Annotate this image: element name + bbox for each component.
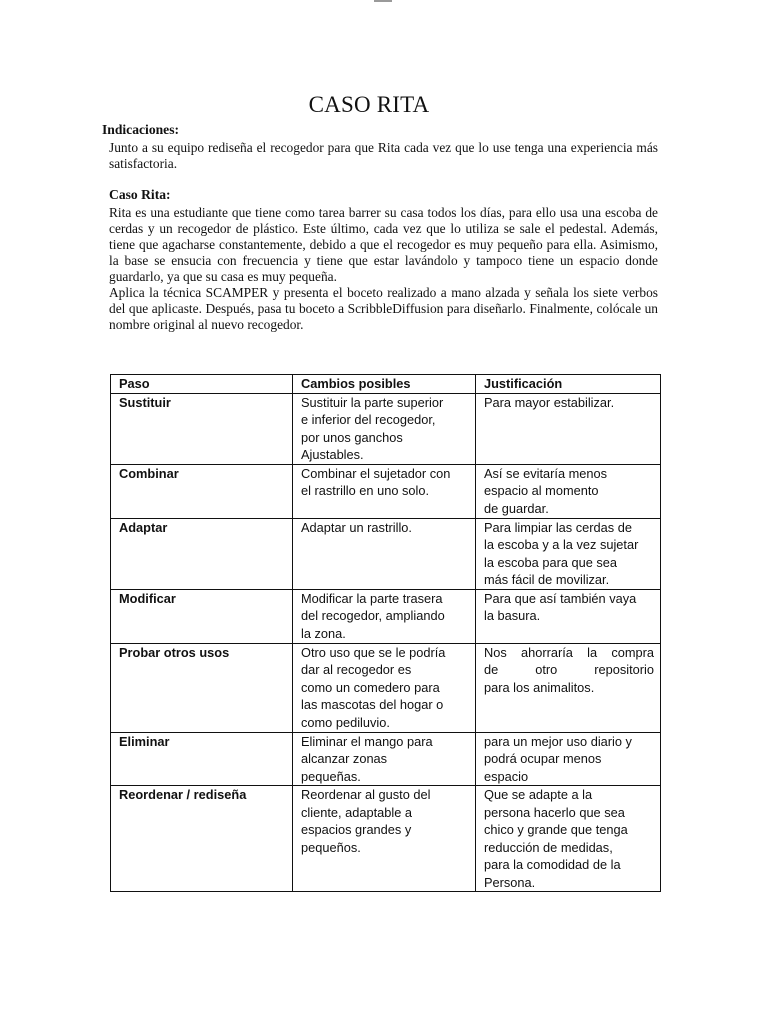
justificacion-line: Nos ahorraría la compra — [484, 644, 654, 660]
justificacion-line: más fácil de movilizar. — [484, 572, 610, 587]
page-top-mark — [374, 0, 392, 2]
header-paso: Paso — [111, 375, 293, 394]
justificacion-line: espacio al momento — [484, 483, 599, 498]
cambios-line: Combinar el sujetador con — [301, 465, 451, 481]
justificacion-cell — [476, 732, 661, 786]
cambios-cell — [293, 589, 476, 643]
justificacion-line: reducción de medidas, — [484, 839, 613, 855]
justificacion-line: la escoba y a la vez sujetar — [484, 537, 639, 552]
paso-cell: Adaptar — [111, 518, 293, 589]
justificacion-line: la escoba para que sea — [484, 554, 618, 570]
case-paragraph-1: Rita es una estudiante que tiene como tarea barrer su casa todos los días, para ello usa una escoba de cerdas y un recogedor de plástico. Este último, cada vez que lo utiliza se sale el pedestal. Además, tiene que agacharse constantemente, debido a que el recogedor es muy pequeño para ella. Asimismo, la base se ensucia con frecuencia y tiene que estar lavándolo y tampoco tiene un espacio donde guardarlo, ya que su casa es muy pequeña. — [109, 205, 658, 284]
instructions-text — [109, 140, 658, 172]
table-row — [111, 518, 661, 589]
cambios-cell — [293, 786, 476, 892]
cambios-cell — [293, 732, 476, 786]
justificacion-line: para un mejor uso diario y — [484, 733, 632, 749]
instructions-heading: Indicaciones: — [102, 122, 180, 137]
instructions-paragraph: Junto a su equipo rediseña el recogedor para que Rita cada vez que lo use tenga una experiencia más satisfactoria. — [109, 140, 658, 171]
cambios-line: Modificar la parte trasera — [301, 590, 443, 606]
justificacion-line: de guardar. — [484, 500, 549, 516]
cambios-line: espacios grandes y — [301, 822, 412, 837]
table-row — [111, 786, 661, 892]
cambios-line: Ajustables. — [301, 447, 364, 462]
cambios-line: la zona. — [301, 625, 346, 641]
case-text — [109, 205, 658, 333]
table-row — [111, 589, 661, 643]
cambios-line: Adaptar un rastrillo. — [301, 519, 412, 535]
justificacion-line: para los animalitos. — [484, 679, 595, 695]
justificacion-line: podrá ocupar menos — [484, 751, 602, 766]
cambios-line: alcanzar zonas — [301, 751, 388, 766]
justificacion-line: Así se evitaría menos — [484, 465, 608, 481]
cambios-line: pequeños. — [301, 839, 361, 855]
cambios-line: Sustituir la parte superior — [301, 394, 444, 410]
table-row — [111, 732, 661, 786]
paso-cell: Modificar — [111, 589, 293, 643]
justificacion-line: Que se adapte a la — [484, 787, 593, 802]
justificacion-line: la basura. — [484, 608, 541, 623]
table-row — [111, 643, 661, 732]
cambios-cell — [293, 464, 476, 518]
cambios-line: como pediluvio. — [301, 714, 390, 730]
table-header-row — [111, 375, 661, 394]
justificacion-line: Para limpiar las cerdas de — [484, 519, 632, 535]
justificacion-cell — [476, 643, 661, 732]
cambios-line: Reordenar al gusto del — [301, 787, 431, 802]
justificacion-cell — [476, 393, 661, 464]
paso-cell: Probar otros usos — [111, 643, 293, 732]
justificacion-cell — [476, 464, 661, 518]
cambios-cell — [293, 643, 476, 732]
justificacion-line: espacio — [484, 768, 529, 784]
cambios-line: las mascotas del hogar o — [301, 697, 444, 712]
justificacion-line: chico y grande que tenga — [484, 822, 628, 837]
document-title: CASO RITA — [308, 92, 430, 117]
cambios-cell — [293, 393, 476, 464]
cambios-line: dar al recogedor es — [301, 662, 412, 677]
justificacion-cell — [476, 518, 661, 589]
paso-cell: Reordenar / rediseña — [111, 786, 293, 892]
cambios-line: el rastrillo en uno solo. — [301, 483, 430, 498]
justificacion-cell — [476, 786, 661, 892]
paso-cell: Eliminar — [111, 732, 293, 786]
cambios-line: del recogedor, ampliando — [301, 608, 445, 623]
justificacion-line: persona hacerlo que sea — [484, 804, 625, 820]
cambios-line: e inferior del recogedor, — [301, 412, 436, 427]
table-row — [111, 393, 661, 464]
cambios-line: pequeñas. — [301, 768, 361, 784]
cambios-line: cliente, adaptable a — [301, 804, 412, 820]
paso-cell: Sustituir — [111, 393, 293, 464]
justificacion-cell — [476, 589, 661, 643]
cambios-line: por unos ganchos — [301, 429, 403, 445]
case-paragraph-2: Aplica la técnica SCAMPER y presenta el boceto realizado a mano alzada y señala los siete verbos del que aplicaste. Después, pasa tu boceto a ScribbleDiffusion para diseñarlo. Finalmente, colócale un nombre original al nuevo recogedor. — [109, 285, 658, 332]
justificacion-line: de otro repositorio — [484, 662, 654, 677]
table-row — [111, 464, 661, 518]
justificacion-line: Persona. — [484, 874, 536, 890]
cambios-line: como un comedero para — [301, 679, 440, 695]
case-heading: Caso Rita: — [109, 187, 171, 202]
scamper-table — [110, 374, 661, 892]
cambios-line: Otro uso que se le podría — [301, 644, 446, 660]
justificacion-line: para la comodidad de la — [484, 857, 621, 872]
cambios-line: Eliminar el mango para — [301, 733, 433, 749]
justificacion-line: Para mayor estabilizar. — [484, 394, 615, 410]
cambios-cell — [293, 518, 476, 589]
header-cambios: Cambios posibles — [293, 375, 476, 394]
header-justificacion: Justificación — [476, 375, 661, 394]
justificacion-line: Para que así también vaya — [484, 590, 637, 606]
paso-cell: Combinar — [111, 464, 293, 518]
